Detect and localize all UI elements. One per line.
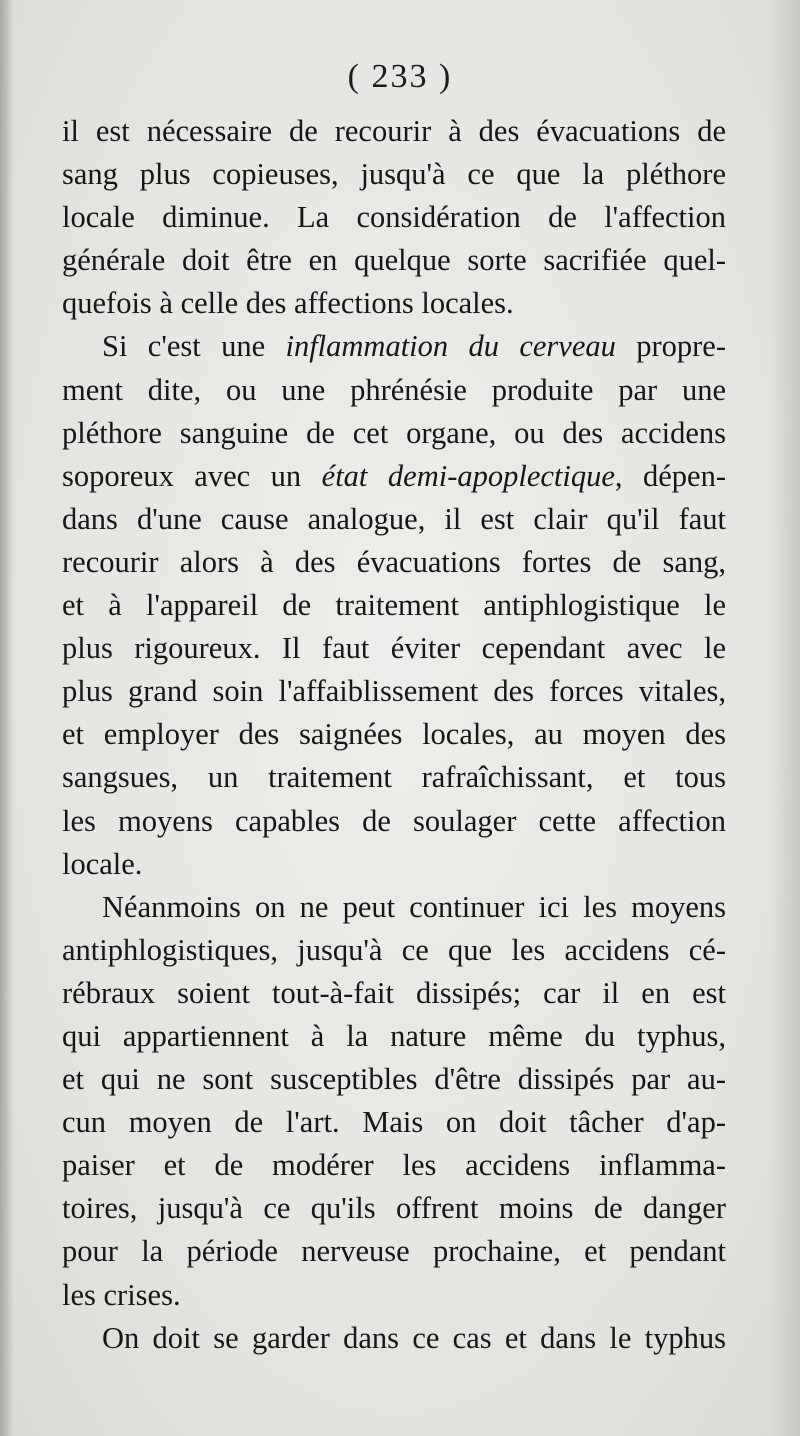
text-line: pour la période nerveuse prochaine, et pendant (62, 1234, 726, 1269)
text-line: qui appartiennent à la nature même du typhus, (62, 1018, 726, 1053)
page-right-shadow (770, 0, 800, 1436)
italic-run: état demi-apoplectique (321, 458, 615, 493)
text-line: Néanmoins on ne peut continuer ici les moyens (102, 889, 726, 924)
text-line: locale diminue. La considération de l'affection (62, 200, 726, 235)
text-line: pléthore sanguine de cet organe, ou des accidens (62, 415, 726, 450)
text-line: plus rigoureux. Il faut éviter cependant avec le (62, 631, 726, 666)
italic-run: inflammation du cerveau (285, 329, 616, 364)
text-line: rébraux soient tout-à-fait dissipés; car il en est (62, 975, 726, 1010)
text-line: sangsues, un traitement rafraîchissant, et tous (62, 760, 726, 795)
text-line: toires, jusqu'à ce qu'ils offrent moins de danger (62, 1191, 726, 1226)
text-line: et employer des saignées locales, au moyen des (62, 717, 726, 752)
text-line: et à l'appareil de traitement antiphlogistique le (62, 588, 726, 623)
body-text (62, 110, 726, 1360)
text-line: les crises. (62, 1277, 181, 1312)
text-line: les moyens capables de soulager cette affection (62, 803, 726, 838)
text-run: , dépen- (614, 458, 726, 493)
text-run: propre- (615, 329, 726, 364)
text-line: et qui ne sont susceptibles d'être dissipés par au- (62, 1062, 726, 1097)
page-number: ( 233 ) (347, 58, 453, 95)
text-line (62, 325, 726, 368)
text-line: plus grand soin l'affaiblissement des forces vitales, (62, 674, 726, 709)
text-line: paiser et de modérer les accidens inflamma- (62, 1148, 726, 1183)
text-line: On doit se garder dans ce cas et dans le typhus (102, 1320, 726, 1355)
page-left-shadow (0, 0, 14, 1436)
text-line: il est nécessaire de recourir à des évacuations de (62, 114, 726, 148)
text-run: soporeux avec un (62, 458, 322, 493)
text-line: ment dite, ou une phrénésie produite par une (62, 372, 726, 407)
text-line (62, 455, 726, 498)
text-line: locale. (62, 846, 143, 881)
text-line: recourir alors à des évacuations fortes de sang, (62, 544, 726, 579)
text-line: générale doit être en quelque sorte sacrifiée quel- (62, 243, 726, 278)
text-run: Si c'est une (102, 329, 286, 364)
text-line: sang plus copieuses, jusqu'à ce que la pléthore (62, 157, 726, 192)
text-line: dans d'une cause analogue, il est clair qu'il faut (62, 501, 726, 536)
text-line: cun moyen de l'art. Mais on doit tâcher d'ap- (62, 1105, 726, 1140)
text-line: quefois à celle des affections locales. (62, 286, 514, 321)
text-line: antiphlogistiques, jusqu'à ce que les accidens cé- (62, 932, 726, 967)
